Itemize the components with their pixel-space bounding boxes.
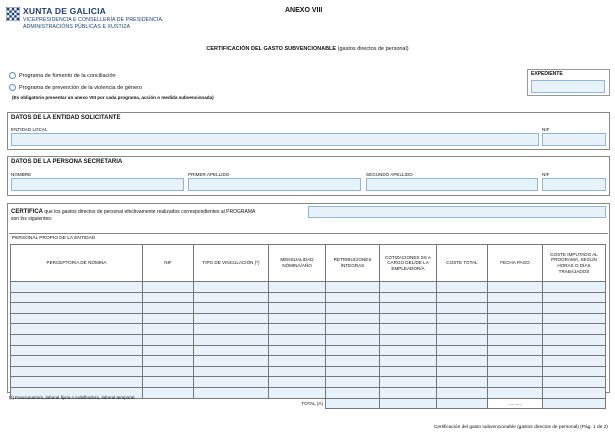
table-cell-input[interactable] [11, 292, 143, 303]
table-cell-input[interactable] [194, 334, 269, 345]
table-cell-input[interactable] [380, 387, 437, 398]
table-cell-input[interactable] [488, 334, 543, 345]
table-cell-input[interactable] [11, 313, 143, 324]
table-cell-input[interactable] [194, 292, 269, 303]
table-cell-input[interactable] [269, 313, 326, 324]
table-row [11, 282, 606, 293]
table-body [11, 282, 606, 399]
table-cell-input[interactable] [437, 377, 488, 388]
table-cell-input[interactable] [437, 313, 488, 324]
total-cotizaciones-field[interactable] [380, 398, 437, 409]
table-cell-input[interactable] [380, 366, 437, 377]
secretary-surname2-field[interactable] [366, 178, 538, 191]
table-cell-input[interactable] [269, 387, 326, 398]
secretary-nif-label: NIF [542, 172, 550, 177]
table-cell-input[interactable] [269, 282, 326, 293]
table-cell-input[interactable] [11, 356, 143, 367]
secretary-surname1-label: PRIMER APELLIDO [188, 172, 230, 177]
table-cell-input[interactable] [194, 313, 269, 324]
table-cell-input[interactable] [488, 324, 543, 335]
table-row [11, 303, 606, 314]
expediente-field[interactable] [531, 80, 605, 93]
table-cell-input[interactable] [326, 303, 380, 314]
total-imputado-field[interactable] [543, 398, 606, 409]
column-header: COSTE IMPUTADO AL PROGRAMA, SEGÚN HORAS O DÍAS TRABAJADOS [543, 245, 606, 282]
program-option-label: Programa de prevención de la violencia de género [19, 84, 142, 91]
table-cell-input[interactable] [326, 377, 380, 388]
radio-button[interactable] [9, 84, 16, 91]
table-cell-input[interactable] [143, 345, 194, 356]
table-cell-input[interactable] [194, 303, 269, 314]
certifica-text-line2: son los siguientes: [11, 215, 53, 222]
table-cell-input[interactable] [194, 356, 269, 367]
table-cell-input[interactable] [543, 282, 606, 293]
entity-nif-field[interactable] [542, 133, 606, 146]
total-retribuciones-field[interactable] [326, 398, 380, 409]
table-row [11, 334, 606, 345]
table-cell-input[interactable] [326, 366, 380, 377]
table-row [11, 366, 606, 377]
entity-section [7, 112, 610, 150]
table-cell-input[interactable] [543, 356, 606, 367]
table-cell-input[interactable] [380, 345, 437, 356]
table-cell-input[interactable] [326, 345, 380, 356]
secretary-section [7, 156, 610, 196]
form-title-bold: CERTIFICACIÓN DEL GASTO SUBVENCIONABLE [206, 46, 337, 52]
certifica-program-field[interactable] [308, 206, 606, 218]
table-cell-input[interactable] [488, 292, 543, 303]
column-header: TIPO DE VINCULACIÓN (*) [194, 245, 269, 282]
secretary-name-field[interactable] [11, 178, 184, 191]
expediente-box [527, 69, 610, 96]
column-header: COSTE TOTAL [437, 245, 488, 282]
table-cell-input[interactable] [269, 334, 326, 345]
table-cell-input[interactable] [326, 313, 380, 324]
table-cell-input[interactable] [326, 292, 380, 303]
table-row [11, 356, 606, 367]
table-cell-input[interactable] [143, 377, 194, 388]
table-row [11, 313, 606, 324]
table-cell-input[interactable] [543, 366, 606, 377]
table-caption: PERSONAL PROPIO DE LA ENTIDAD [12, 236, 96, 241]
table-cell-input[interactable] [143, 324, 194, 335]
secretary-section-title: DATOS DE LA PERSONA SECRETARIA [11, 159, 123, 165]
column-header: FECHA PAGO [488, 245, 543, 282]
table-cell-input[interactable] [543, 334, 606, 345]
total-placeholder: ........... [488, 398, 543, 409]
table-cell-input[interactable] [326, 387, 380, 398]
table-cell-input[interactable] [380, 282, 437, 293]
table-cell-input[interactable] [143, 282, 194, 293]
table-cell-input[interactable] [194, 345, 269, 356]
form-title-rest: (gastos directos de personal) [336, 46, 409, 52]
personnel-table [10, 244, 606, 409]
table-cell-input[interactable] [269, 366, 326, 377]
table-row [11, 345, 606, 356]
program-option-violencia[interactable] [9, 84, 142, 91]
table-cell-input[interactable] [380, 324, 437, 335]
secretary-surname1-field[interactable] [188, 178, 361, 191]
certifica-text [11, 209, 311, 222]
table-cell-input[interactable] [437, 282, 488, 293]
table-cell-input[interactable] [269, 303, 326, 314]
table-cell-input[interactable] [488, 356, 543, 367]
secretary-surname2-label: SEGUNDO APELLIDO [366, 172, 413, 177]
table-cell-input[interactable] [488, 303, 543, 314]
entity-nif-label: NIF [542, 127, 550, 132]
table-cell-input[interactable] [488, 387, 543, 398]
table-cell-input[interactable] [488, 366, 543, 377]
table-cell-input[interactable] [194, 282, 269, 293]
table-cell-input[interactable] [380, 334, 437, 345]
table-cell-input[interactable] [326, 324, 380, 335]
table-cell-input[interactable] [380, 303, 437, 314]
table-cell-input[interactable] [194, 324, 269, 335]
table-cell-input[interactable] [488, 282, 543, 293]
table-cell-input[interactable] [269, 345, 326, 356]
table-cell-input[interactable] [143, 292, 194, 303]
table-cell-input[interactable] [143, 356, 194, 367]
table-cell-input[interactable] [380, 377, 437, 388]
table-cell-input[interactable] [437, 345, 488, 356]
table-cell-input[interactable] [143, 303, 194, 314]
radio-button[interactable] [9, 72, 16, 79]
table-cell-input[interactable] [326, 282, 380, 293]
table-cell-input[interactable] [143, 334, 194, 345]
table-cell-input[interactable] [437, 366, 488, 377]
table-cell-input[interactable] [143, 313, 194, 324]
table-cell-input[interactable] [437, 303, 488, 314]
table-row [11, 292, 606, 303]
entity-section-title: DATOS DE LA ENTIDAD SOLICITANTE [11, 115, 121, 121]
certifica-text-line1: que los gastos directos de personal efectivamente realizados correspondientes al PROGRAMA [43, 209, 256, 215]
table-cell-input[interactable] [543, 324, 606, 335]
table-cell-input[interactable] [488, 345, 543, 356]
table-cell-input[interactable] [543, 292, 606, 303]
table-cell-input[interactable] [269, 324, 326, 335]
table-cell-input[interactable] [437, 292, 488, 303]
table-cell-input[interactable] [11, 334, 143, 345]
table-cell-input[interactable] [380, 356, 437, 367]
total-label: TOTAL (A) [11, 398, 326, 409]
table-cell-input[interactable] [543, 303, 606, 314]
program-option-conciliacion[interactable] [9, 72, 116, 79]
table-cell-input[interactable] [488, 377, 543, 388]
table-cell-input[interactable] [437, 334, 488, 345]
entity-local-label: ENTIDAD LOCAL [11, 127, 48, 132]
divider [9, 233, 608, 234]
table-cell-input[interactable] [543, 313, 606, 324]
table-cell-input[interactable] [380, 313, 437, 324]
table-cell-input[interactable] [543, 377, 606, 388]
table-cell-input[interactable] [11, 377, 143, 388]
footnote: (*) Funcionario/a, laboral fijo/a o indefinido/a, laboral temporal [9, 395, 135, 400]
certifica-bold: CERTIFICA [11, 209, 43, 215]
annex-title: ANEXO VIII [285, 7, 323, 14]
table-cell-input[interactable] [437, 356, 488, 367]
table-row [11, 324, 606, 335]
table-header-row [11, 245, 606, 282]
table-cell-input[interactable] [437, 324, 488, 335]
total-coste-field[interactable] [437, 398, 488, 409]
column-header: PERCEPTOR/A DE NÓMINA [11, 245, 143, 282]
secretary-nif-field[interactable] [542, 178, 606, 191]
table-cell-input[interactable] [194, 377, 269, 388]
table-cell-input[interactable] [11, 303, 143, 314]
table-cell-input[interactable] [326, 356, 380, 367]
department-line-1: VICEPRESIDENCIA E CONSELLERÍA DE PRESIDENCIA, [23, 17, 164, 23]
entity-local-field[interactable] [11, 133, 539, 146]
department-name [23, 17, 164, 30]
department-line-2: ADMINISTRACIÓNS PÚBLICAS E XUSTIZA [23, 23, 131, 30]
table-cell-input[interactable] [269, 292, 326, 303]
column-header: COTIZACIONES SS A CARGO DEL/DE LA EMPLEADOR/A [380, 245, 437, 282]
table-cell-input[interactable] [269, 356, 326, 367]
xunta-logo [6, 6, 186, 34]
table-cell-input[interactable] [11, 282, 143, 293]
table-cell-input[interactable] [194, 387, 269, 398]
column-header: RETRIBUCIONES ÍNTEGRAS [326, 245, 380, 282]
table-cell-input[interactable] [11, 345, 143, 356]
column-header: MENSUALIDAD NÓMINA/AÑO [269, 245, 326, 282]
org-name: XUNTA DE GALICIA [23, 6, 107, 16]
expediente-label: EXPEDIENTE [531, 71, 563, 77]
table-cell-input[interactable] [194, 366, 269, 377]
column-header: NIF [143, 245, 194, 282]
table-row [11, 377, 606, 388]
xunta-emblem-icon [6, 7, 20, 21]
form-title [0, 46, 615, 52]
table-cell-input[interactable] [143, 366, 194, 377]
table-cell-input[interactable] [543, 387, 606, 398]
table-cell-input[interactable] [543, 345, 606, 356]
table-cell-input[interactable] [143, 387, 194, 398]
table-cell-input[interactable] [380, 292, 437, 303]
table-cell-input[interactable] [488, 313, 543, 324]
program-note: (Es obligatorio presentar un anexo VIII por cada programa, acción o medida subvencionada) [12, 95, 214, 100]
table-cell-input[interactable] [326, 334, 380, 345]
page-footer: Certificación del gasto subvencionable (gastos directos de personal) (Pág. 1 de 2) [433, 425, 608, 430]
table-cell-input[interactable] [437, 387, 488, 398]
program-option-label: Programa de fomento de la conciliación [19, 72, 116, 79]
table-cell-input[interactable] [11, 366, 143, 377]
secretary-name-label: NOMBRE [11, 172, 32, 177]
table-cell-input[interactable] [269, 377, 326, 388]
table-cell-input[interactable] [11, 324, 143, 335]
